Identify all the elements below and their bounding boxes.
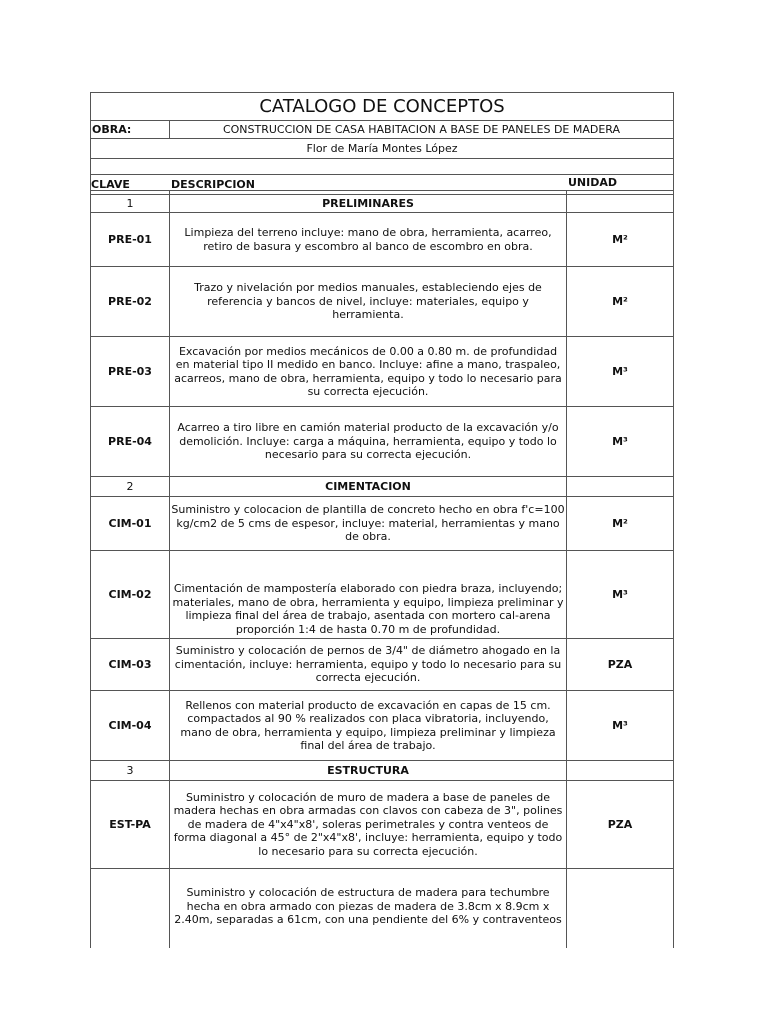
- section-name: CIMENTACION: [169, 476, 566, 496]
- item-code: CIM-02: [90, 550, 169, 638]
- item-code: PRE-01: [90, 212, 169, 266]
- table-row: [90, 336, 674, 406]
- header-descripcion: DESCRIPCION: [171, 178, 255, 191]
- item-code: PRE-04: [90, 406, 169, 476]
- section-number: 1: [90, 194, 169, 212]
- item-code: PRE-03: [90, 336, 169, 406]
- empty-cell: [90, 158, 674, 174]
- item-description: Suministro y colocación de estructura de madera para techumbre hecha en obra armado con piezas de madera de 3.8cm x 8.9cm x 2.40m, separadas a 61cm, con una pendiente del 6% y contraventeos: [169, 868, 566, 948]
- item-unit: M²: [566, 496, 674, 550]
- item-code: [90, 868, 169, 948]
- table-row: [90, 406, 674, 476]
- table-row: [90, 266, 674, 336]
- obra-label: OBRA:: [90, 120, 169, 138]
- item-code: CIM-04: [90, 690, 169, 760]
- item-description: Suministro y colocación de pernos de 3/4" de diámetro ahogado en la cimentación, incluye: herramienta, equipo y todo lo necesario para su correcta ejecución.: [169, 638, 566, 690]
- item-code: CIM-01: [90, 496, 169, 550]
- item-description: Cimentación de mampostería elaborado con piedra braza, incluyendo; materiales, mano de obra, herramienta y equipo, limpieza preliminar y limpieza final del área de trabajo, asentada con mortero cal-arena proporción 1:4 de hasta 0.70 m de profundidad.: [169, 550, 566, 638]
- obra-value: CONSTRUCCION DE CASA HABITACION A BASE DE PANELES DE MADERA: [169, 120, 674, 138]
- catalog-title: CATALOGO DE CONCEPTOS: [90, 92, 674, 120]
- table-row: [90, 496, 674, 550]
- item-description: Excavación por medios mecánicos de 0.00 a 0.80 m. de profundidad en material tipo II medido en banco. Incluye: afine a mano, traspaleo, acarreos, mano de obra, herramienta, equipo y todo lo necesario para su correcta ejecución.: [169, 336, 566, 406]
- header-unidad: UNIDAD: [568, 176, 618, 189]
- table-row: [90, 690, 674, 760]
- table-row: [90, 780, 674, 868]
- item-unit: M³: [566, 406, 674, 476]
- table-row: [90, 868, 674, 948]
- item-code: CIM-03: [90, 638, 169, 690]
- section-row: [90, 194, 674, 212]
- item-unit: PZA: [566, 638, 674, 690]
- concept-catalog-table: [90, 92, 674, 926]
- item-unit: PZA: [566, 780, 674, 868]
- section-name: PRELIMINARES: [169, 194, 566, 212]
- item-code: EST-PA: [90, 780, 169, 868]
- item-description: Suministro y colocacion de plantilla de concreto hecho en obra f'c=100 kg/cm2 de 5 cms de espesor, incluye: material, herramientas y mano de obra.: [169, 496, 566, 550]
- item-code: PRE-02: [90, 266, 169, 336]
- section-unit-empty: [566, 760, 674, 780]
- table-row: [90, 550, 674, 638]
- header-clave: CLAVE: [91, 178, 130, 191]
- obra-row: [90, 120, 674, 138]
- item-description: Acarreo a tiro libre en camión material producto de la excavación y/o demolición. Incluye: carga a máquina, herramienta, equipo y todo lo necesario para su correcta ejecución.: [169, 406, 566, 476]
- item-description: Rellenos con material producto de excavación en capas de 15 cm. compactados al 90 % realizados con placa vibratoria, incluyendo, mano de obra, herramienta y equipo, limpieza preliminar y limpieza final del área de trabajo.: [169, 690, 566, 760]
- section-row: [90, 760, 674, 780]
- author-name: Flor de María Montes López: [90, 138, 674, 158]
- item-unit: M²: [566, 212, 674, 266]
- item-unit: [566, 868, 674, 948]
- table-row: [90, 212, 674, 266]
- item-description: Limpieza del terreno incluye: mano de obra, herramienta, acarreo, retiro de basura y escombro al banco de escombro en obra.: [169, 212, 566, 266]
- section-unit-empty: [566, 194, 674, 212]
- section-number: 3: [90, 760, 169, 780]
- item-description: Trazo y nivelación por medios manuales, estableciendo ejes de referencia y bancos de nivel, incluye: materiales, equipo y herramienta.: [169, 266, 566, 336]
- item-unit: M²: [566, 266, 674, 336]
- section-name: ESTRUCTURA: [169, 760, 566, 780]
- header-labels: [90, 176, 674, 194]
- item-unit: M³: [566, 690, 674, 760]
- empty-row: [90, 158, 674, 174]
- item-description: Suministro y colocación de muro de madera a base de paneles de madera hechas en obra armadas con clavos con cabeza de 3", polines de madera de 4"x4"x8', soleras perimetrales y contra venteos de forma diagonal a 45° de 2"x4"x8', incluye: herramienta, equipo y todo lo necesario para su correcta ejecución.: [169, 780, 566, 868]
- section-unit-empty: [566, 476, 674, 496]
- title-row: [90, 92, 674, 120]
- table-row: [90, 638, 674, 690]
- item-unit: M³: [566, 550, 674, 638]
- item-unit: M³: [566, 336, 674, 406]
- section-row: [90, 476, 674, 496]
- section-number: 2: [90, 476, 169, 496]
- author-row: [90, 138, 674, 158]
